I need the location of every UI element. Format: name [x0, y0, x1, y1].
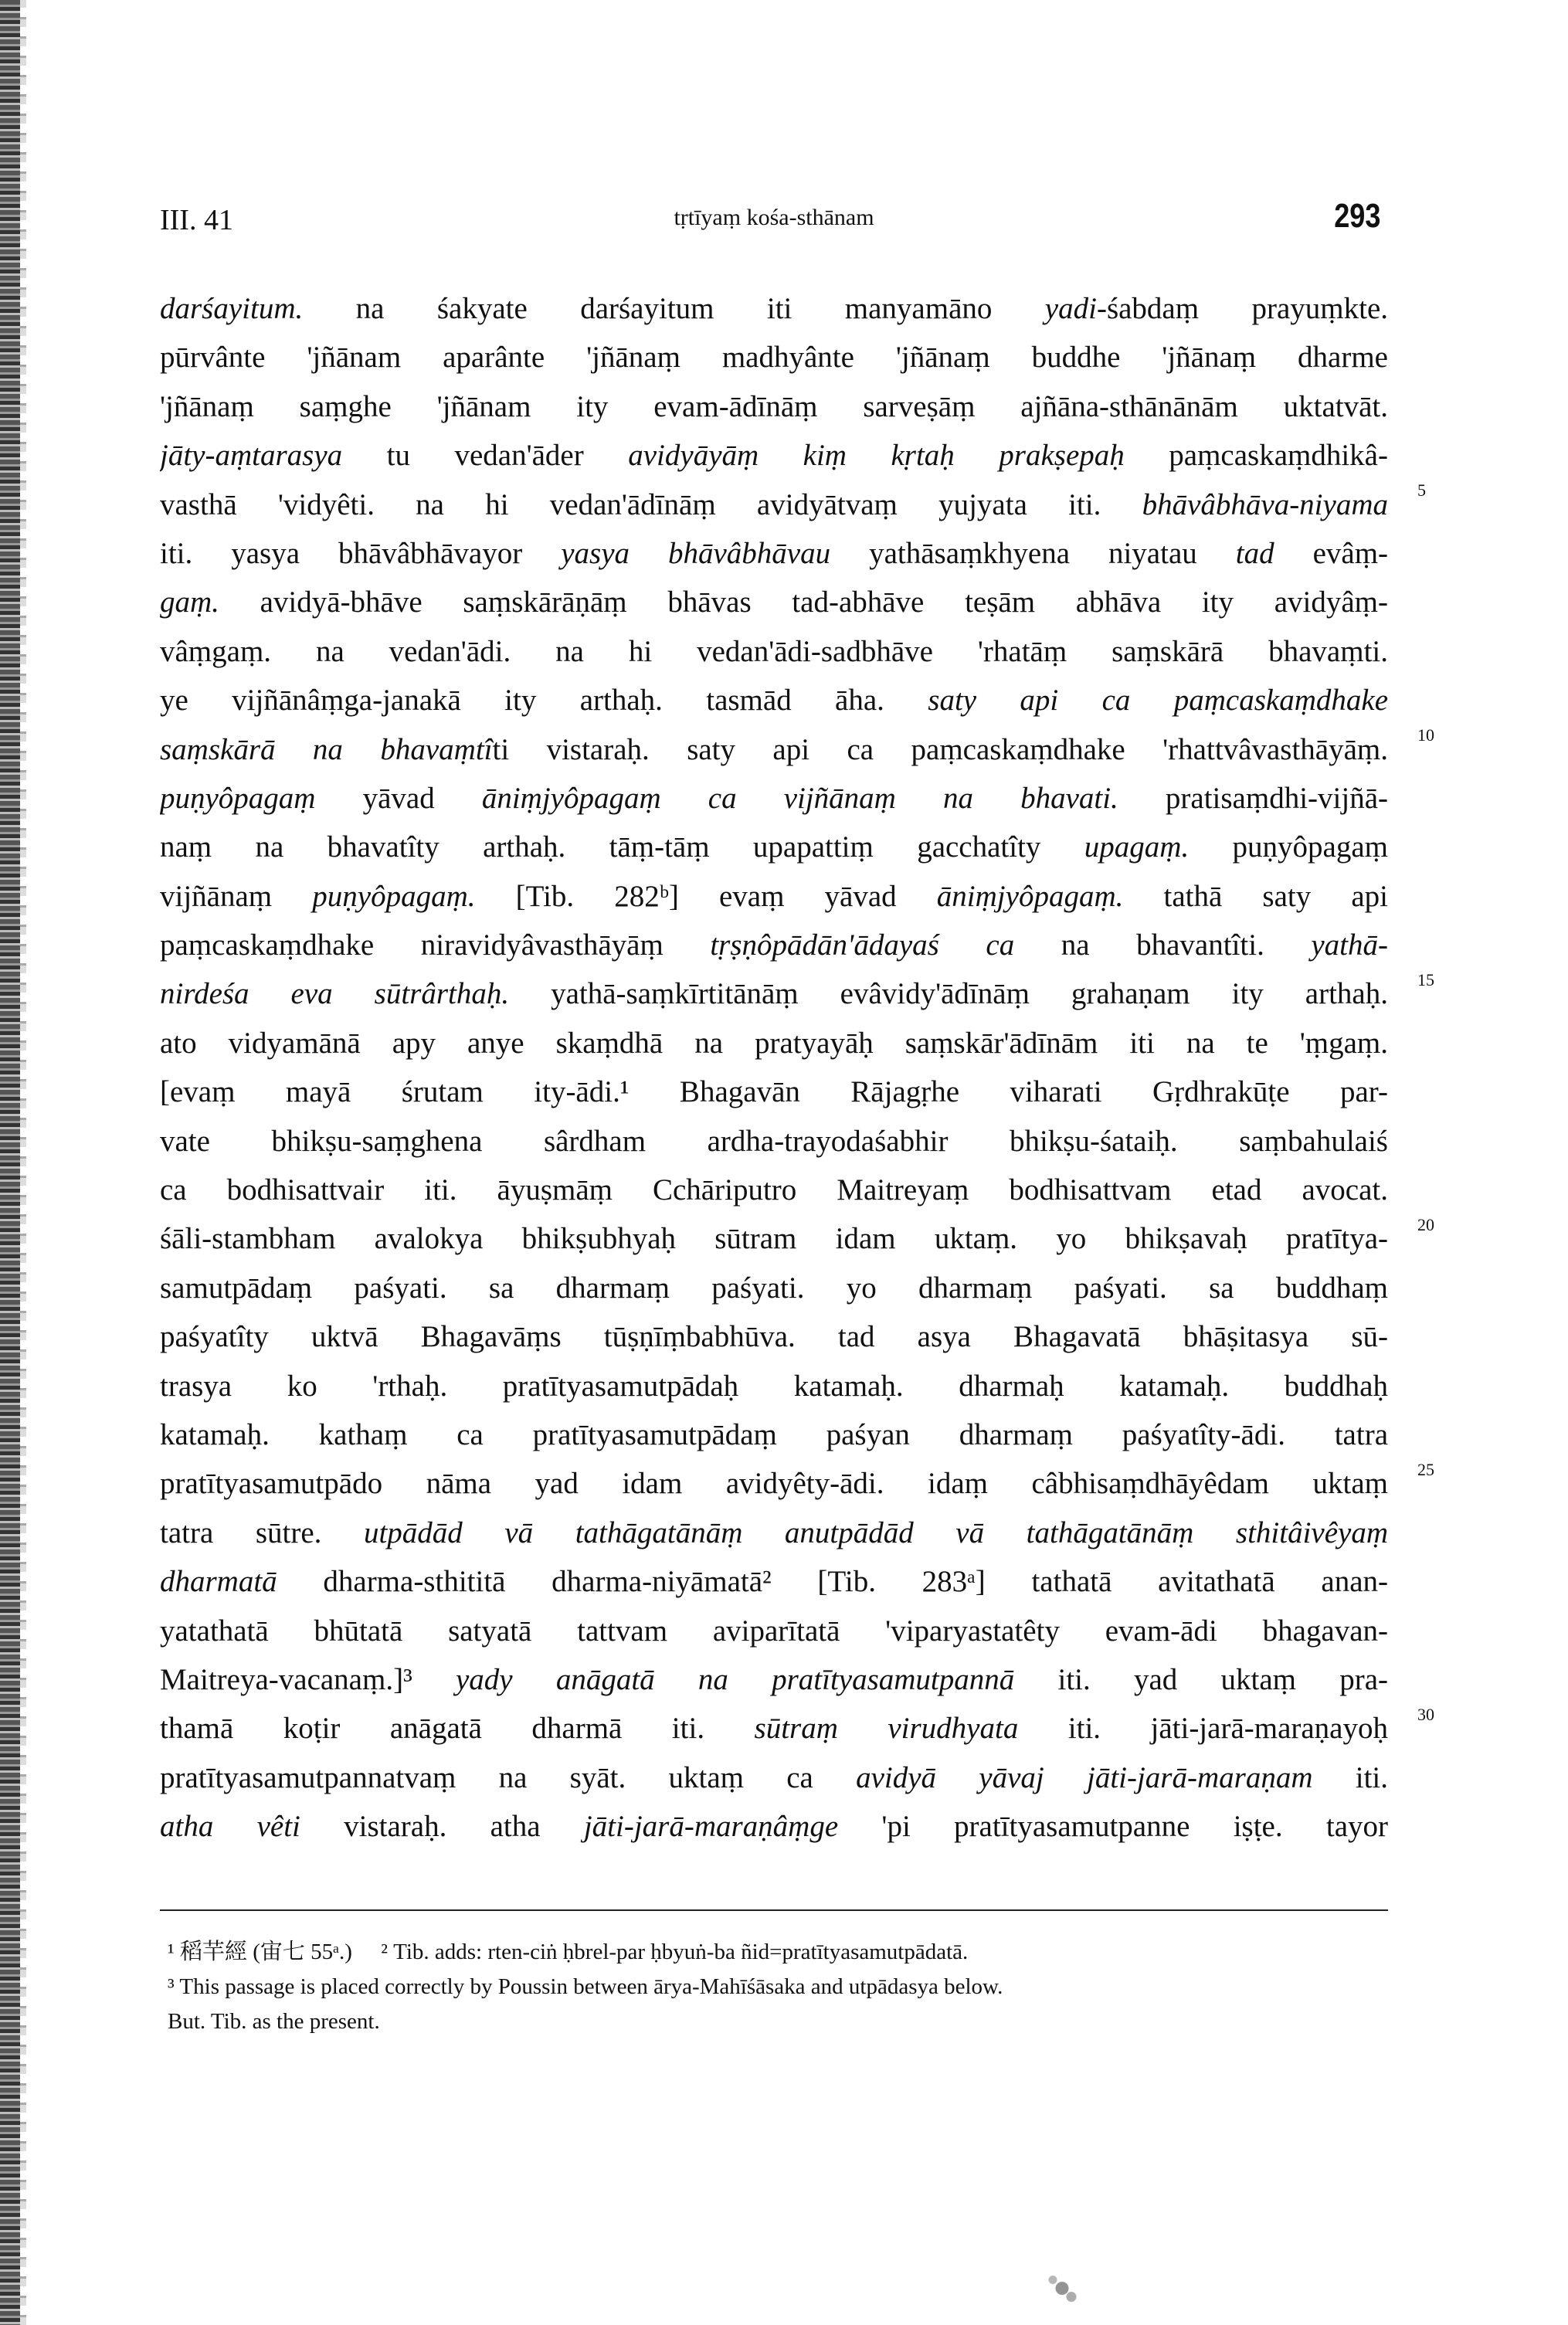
text-segment: iti. [1312, 1760, 1388, 1794]
italic-text-segment: saṃskārā na bhavaṃtî [160, 732, 493, 766]
text-segment: samutpādaṃ paśyati. sa dharmaṃ paśyati. yo dharmaṃ paśyati. sa buddhaṃ [160, 1271, 1388, 1305]
text-line [160, 431, 1388, 480]
italic-text-segment: sūtraṃ virudhyata [754, 1712, 1019, 1746]
text-segment: puṇyôpagaṃ [1189, 830, 1388, 864]
text-line [160, 872, 1388, 921]
text-segment: tatra sūtre. [160, 1515, 364, 1549]
text-line [160, 333, 1388, 382]
text-segment: vate bhikṣu-saṃghena sârdham ardha-trayodaśabhir bhikṣu-śataiḥ. saṃbahulaiś [160, 1124, 1388, 1158]
italic-text-segment: jāty-aṃtarasya [160, 439, 343, 473]
text-segment: pratītyasamutpannatvaṃ na syāt. uktaṃ ca [160, 1760, 857, 1794]
section-number: III. 41 [160, 204, 233, 236]
italic-text-segment: āniṃjyôpagaṃ ca vijñānaṃ na bhavati. [481, 781, 1118, 815]
text-line [160, 1802, 1388, 1851]
footnote-rule [160, 1909, 1388, 1911]
italic-text-segment: nirdeśa eva sūtrârthaḥ. [160, 977, 510, 1011]
text-line [160, 1264, 1388, 1312]
text-segment: yāvad [315, 781, 482, 815]
footnote-line [168, 1970, 1380, 2004]
italic-text-segment: yasya bhāvâbhāvau [561, 536, 831, 570]
text-segment: Maitreya-vacanaṃ.]³ [160, 1662, 456, 1696]
text-segment: naṃ na bhavatîty arthaḥ. tāṃ-tāṃ upapattiṃ gacchatîty [160, 830, 1084, 864]
page-number: 293 [1333, 197, 1380, 235]
library-stamp [1039, 2267, 1085, 2310]
text-line [160, 725, 1388, 774]
footnote-1: ¹ 稻芉經 (宙七 55ᵃ.) [168, 1940, 352, 1964]
text-line [160, 1655, 1388, 1704]
footnote-3: ³ This passage is placed correctly by Poussin between ārya-Mahīśāsaka and utpādasya below. [168, 1974, 1003, 1999]
text-segment: pratītyasamutpādo nāma yad idam avidyêty-ādi. idaṃ câbhisaṃdhāyêdam uktaṃ [160, 1467, 1388, 1501]
text-segment: na śakyate darśayitum iti manyamāno [303, 292, 1045, 325]
italic-text-segment: yathā- [1311, 928, 1388, 962]
text-line [160, 1557, 1388, 1606]
text-segment: iti. jāti-jarā-maraṇayoḥ [1018, 1712, 1388, 1746]
italic-text-segment: avidyā yāvaj jāti-jarā-maraṇam [856, 1760, 1313, 1794]
italic-text-segment: āniṃjyôpagaṃ. [936, 879, 1124, 913]
text-line [160, 1166, 1388, 1214]
italic-text-segment: gaṃ. [160, 585, 219, 619]
italic-text-segment: darśayitum. [160, 292, 304, 325]
margin-line-number: 30 [1417, 1704, 1434, 1724]
italic-text-segment: puṇyôpagaṃ. [312, 879, 476, 913]
main-text [160, 284, 1434, 1852]
margin-line-number: 5 [1417, 480, 1426, 500]
text-segment: pratisaṃdhi-vijñā- [1118, 781, 1388, 815]
text-line [160, 1312, 1388, 1361]
text-segment: -śabdaṃ prayuṃkte. [1096, 292, 1388, 325]
italic-text-segment: avidyāyāṃ kiṃ kṛtaḥ prakṣepaḥ [628, 439, 1125, 473]
italic-text-segment: bhāvâbhāva-niyama [1142, 487, 1388, 521]
text-segment: 'jñānaṃ saṃghe 'jñānam ity evam-ādīnāṃ sarveṣāṃ ajñāna-sthānānām uktatvāt. [160, 389, 1388, 423]
text-line [160, 1214, 1388, 1263]
text-line [160, 1753, 1388, 1802]
text-line [160, 774, 1388, 823]
italic-text-segment: atha vêti [160, 1810, 300, 1844]
footnote-2: ² Tib. adds: rten-ciṅ ḥbrel-par ḥbyuṅ-ba ñid=pratītyasamutpādatā. [381, 1940, 969, 1964]
italic-text-segment: yadi [1044, 292, 1097, 325]
text-segment: na bhavantîti. [1014, 928, 1312, 962]
text-line [160, 1117, 1388, 1166]
text-segment: evâṃ- [1274, 536, 1388, 570]
text-segment: paśyatîty uktvā Bhagavāṃs tūṣṇīṃbabhūva. tad asya Bhagavatā bhāṣitasya sū- [160, 1320, 1388, 1354]
text-line [160, 627, 1388, 676]
text-line [160, 1607, 1388, 1655]
book-binding-edge [0, 0, 20, 2325]
text-segment: śāli-stambham avalokya bhikṣubhyaḥ sūtram idam uktaṃ. yo bhikṣavaḥ pratītya- [160, 1222, 1388, 1256]
text-line [160, 1410, 1388, 1459]
text-segment: [Tib. 282ᵇ] evaṃ yāvad [475, 879, 937, 913]
text-segment: [evaṃ mayā śrutam ity-ādi.¹ Bhagavān Rājagṛhe viharati Gṛdhrakūṭe par- [160, 1075, 1388, 1109]
text-line [160, 969, 1388, 1018]
text-segment: ti vistaraḥ. saty api ca paṃcaskaṃdhake 'rhattvâvasthāyāṃ. [492, 732, 1388, 766]
footnote-line [168, 1935, 1380, 1970]
running-title: tṛtīyaṃ kośa-sthānam [674, 205, 874, 230]
text-segment: 'pi pratītyasamutpanne iṣṭe. tayor [838, 1810, 1388, 1844]
italic-text-segment: upagaṃ. [1084, 830, 1190, 864]
margin-line-number: 25 [1417, 1459, 1434, 1479]
text-segment: ye vijñānâṃga-janakā ity arthaḥ. tasmād āha. [160, 684, 928, 718]
margin-line-number: 15 [1417, 969, 1434, 989]
text-segment: pūrvânte 'jñānam aparânte 'jñānaṃ madhyânte 'jñānaṃ buddhe 'jñānaṃ dharme [160, 341, 1388, 375]
text-segment: ato vidyamānā apy anye skaṃdhā na pratyayāḥ saṃskār'ādīnām iti na te 'ṃgaṃ. [160, 1026, 1388, 1060]
margin-line-number: 10 [1417, 725, 1434, 745]
text-segment: tathā saty api [1123, 879, 1388, 913]
text-segment: trasya ko 'rthaḥ. pratītyasamutpādaḥ katamaḥ. dharmaḥ katamaḥ. buddhaḥ [160, 1369, 1388, 1403]
text-line [160, 529, 1388, 578]
book-binding-shadow [20, 0, 26, 2325]
text-segment: paṃcaskaṃdhikâ- [1124, 439, 1388, 473]
margin-line-number: 20 [1417, 1214, 1434, 1234]
text-line [160, 921, 1388, 969]
footnote-3-continued: But. Tib. as the present. [168, 2009, 380, 2034]
text-segment: ca bodhisattvair iti. āyuṣmāṃ Cchāriputro Maitreyaṃ bodhisattvam etad avocat. [160, 1173, 1388, 1207]
italic-text-segment: dharmatā [160, 1565, 277, 1599]
page-header [160, 197, 1388, 243]
text-segment: iti. yasya bhāvâbhāvayor [160, 536, 562, 570]
text-line [160, 1019, 1388, 1067]
italic-text-segment: tṛṣṇôpādān'ādayaś ca [710, 928, 1015, 962]
italic-text-segment: saty api ca paṃcaskaṃdhake [928, 684, 1388, 718]
text-segment: paṃcaskaṃdhake niravidyâvasthāyāṃ [160, 928, 711, 962]
text-line [160, 1362, 1388, 1410]
text-segment: thamā koṭir anāgatā dharmā iti. [160, 1712, 755, 1746]
text-segment: vijñānaṃ [160, 879, 313, 913]
text-segment: vistaraḥ. atha [300, 1810, 584, 1844]
text-segment: iti. yad uktaṃ pra- [1014, 1662, 1388, 1696]
text-segment: yathā-saṃkīrtitānāṃ evâvidy'ādīnāṃ grahaṇam ity arthaḥ. [509, 977, 1388, 1011]
footnote-line [168, 2004, 1380, 2039]
text-line [160, 1459, 1388, 1508]
italic-text-segment: jāti-jarā-maraṇâṃge [583, 1810, 839, 1844]
text-segment: yathāsaṃkhyena niyatau [830, 536, 1236, 570]
text-line [160, 1704, 1388, 1753]
text-segment: dharma-sthititā dharma-niyāmatā² [Tib. 283ᵃ] tathatā avitathatā anan- [277, 1565, 1388, 1599]
text-line [160, 1509, 1388, 1557]
text-segment: vâṃgaṃ. na vedan'ādi. na hi vedan'ādi-sadbhāve 'rhatāṃ saṃskārā bhavaṃti. [160, 634, 1388, 668]
italic-text-segment: tad [1235, 536, 1274, 570]
text-line [160, 480, 1388, 529]
text-segment: tu vedan'āder [342, 439, 629, 473]
italic-text-segment: utpādād vā tathāgatānāṃ anutpādād vā tathāgatānāṃ sthitâivêyaṃ [363, 1515, 1388, 1549]
text-segment: vasthā 'vidyêti. na hi vedan'ādīnāṃ avidyātvaṃ yujyata iti. [160, 487, 1142, 521]
text-line [160, 1067, 1388, 1116]
text-segment: katamaḥ. kathaṃ ca pratītyasamutpādaṃ paśyan dharmaṃ paśyatîty-ādi. tatra [160, 1417, 1388, 1451]
italic-text-segment: puṇyôpagaṃ [160, 781, 316, 815]
footnotes [168, 1935, 1380, 2039]
text-line [160, 382, 1388, 431]
text-line [160, 578, 1388, 626]
italic-text-segment: yady anāgatā na pratītyasamutpannā [455, 1662, 1015, 1696]
text-line [160, 676, 1388, 725]
text-line [160, 284, 1388, 333]
text-segment: avidyā-bhāve saṃskārāṇāṃ bhāvas tad-abhāve teṣām abhāva ity avidyâṃ- [219, 585, 1388, 619]
text-line [160, 823, 1388, 871]
text-segment: yatathatā bhūtatā satyatā tattvam aviparītatā 'viparyastatêty evam-ādi bhagavan- [160, 1614, 1388, 1648]
